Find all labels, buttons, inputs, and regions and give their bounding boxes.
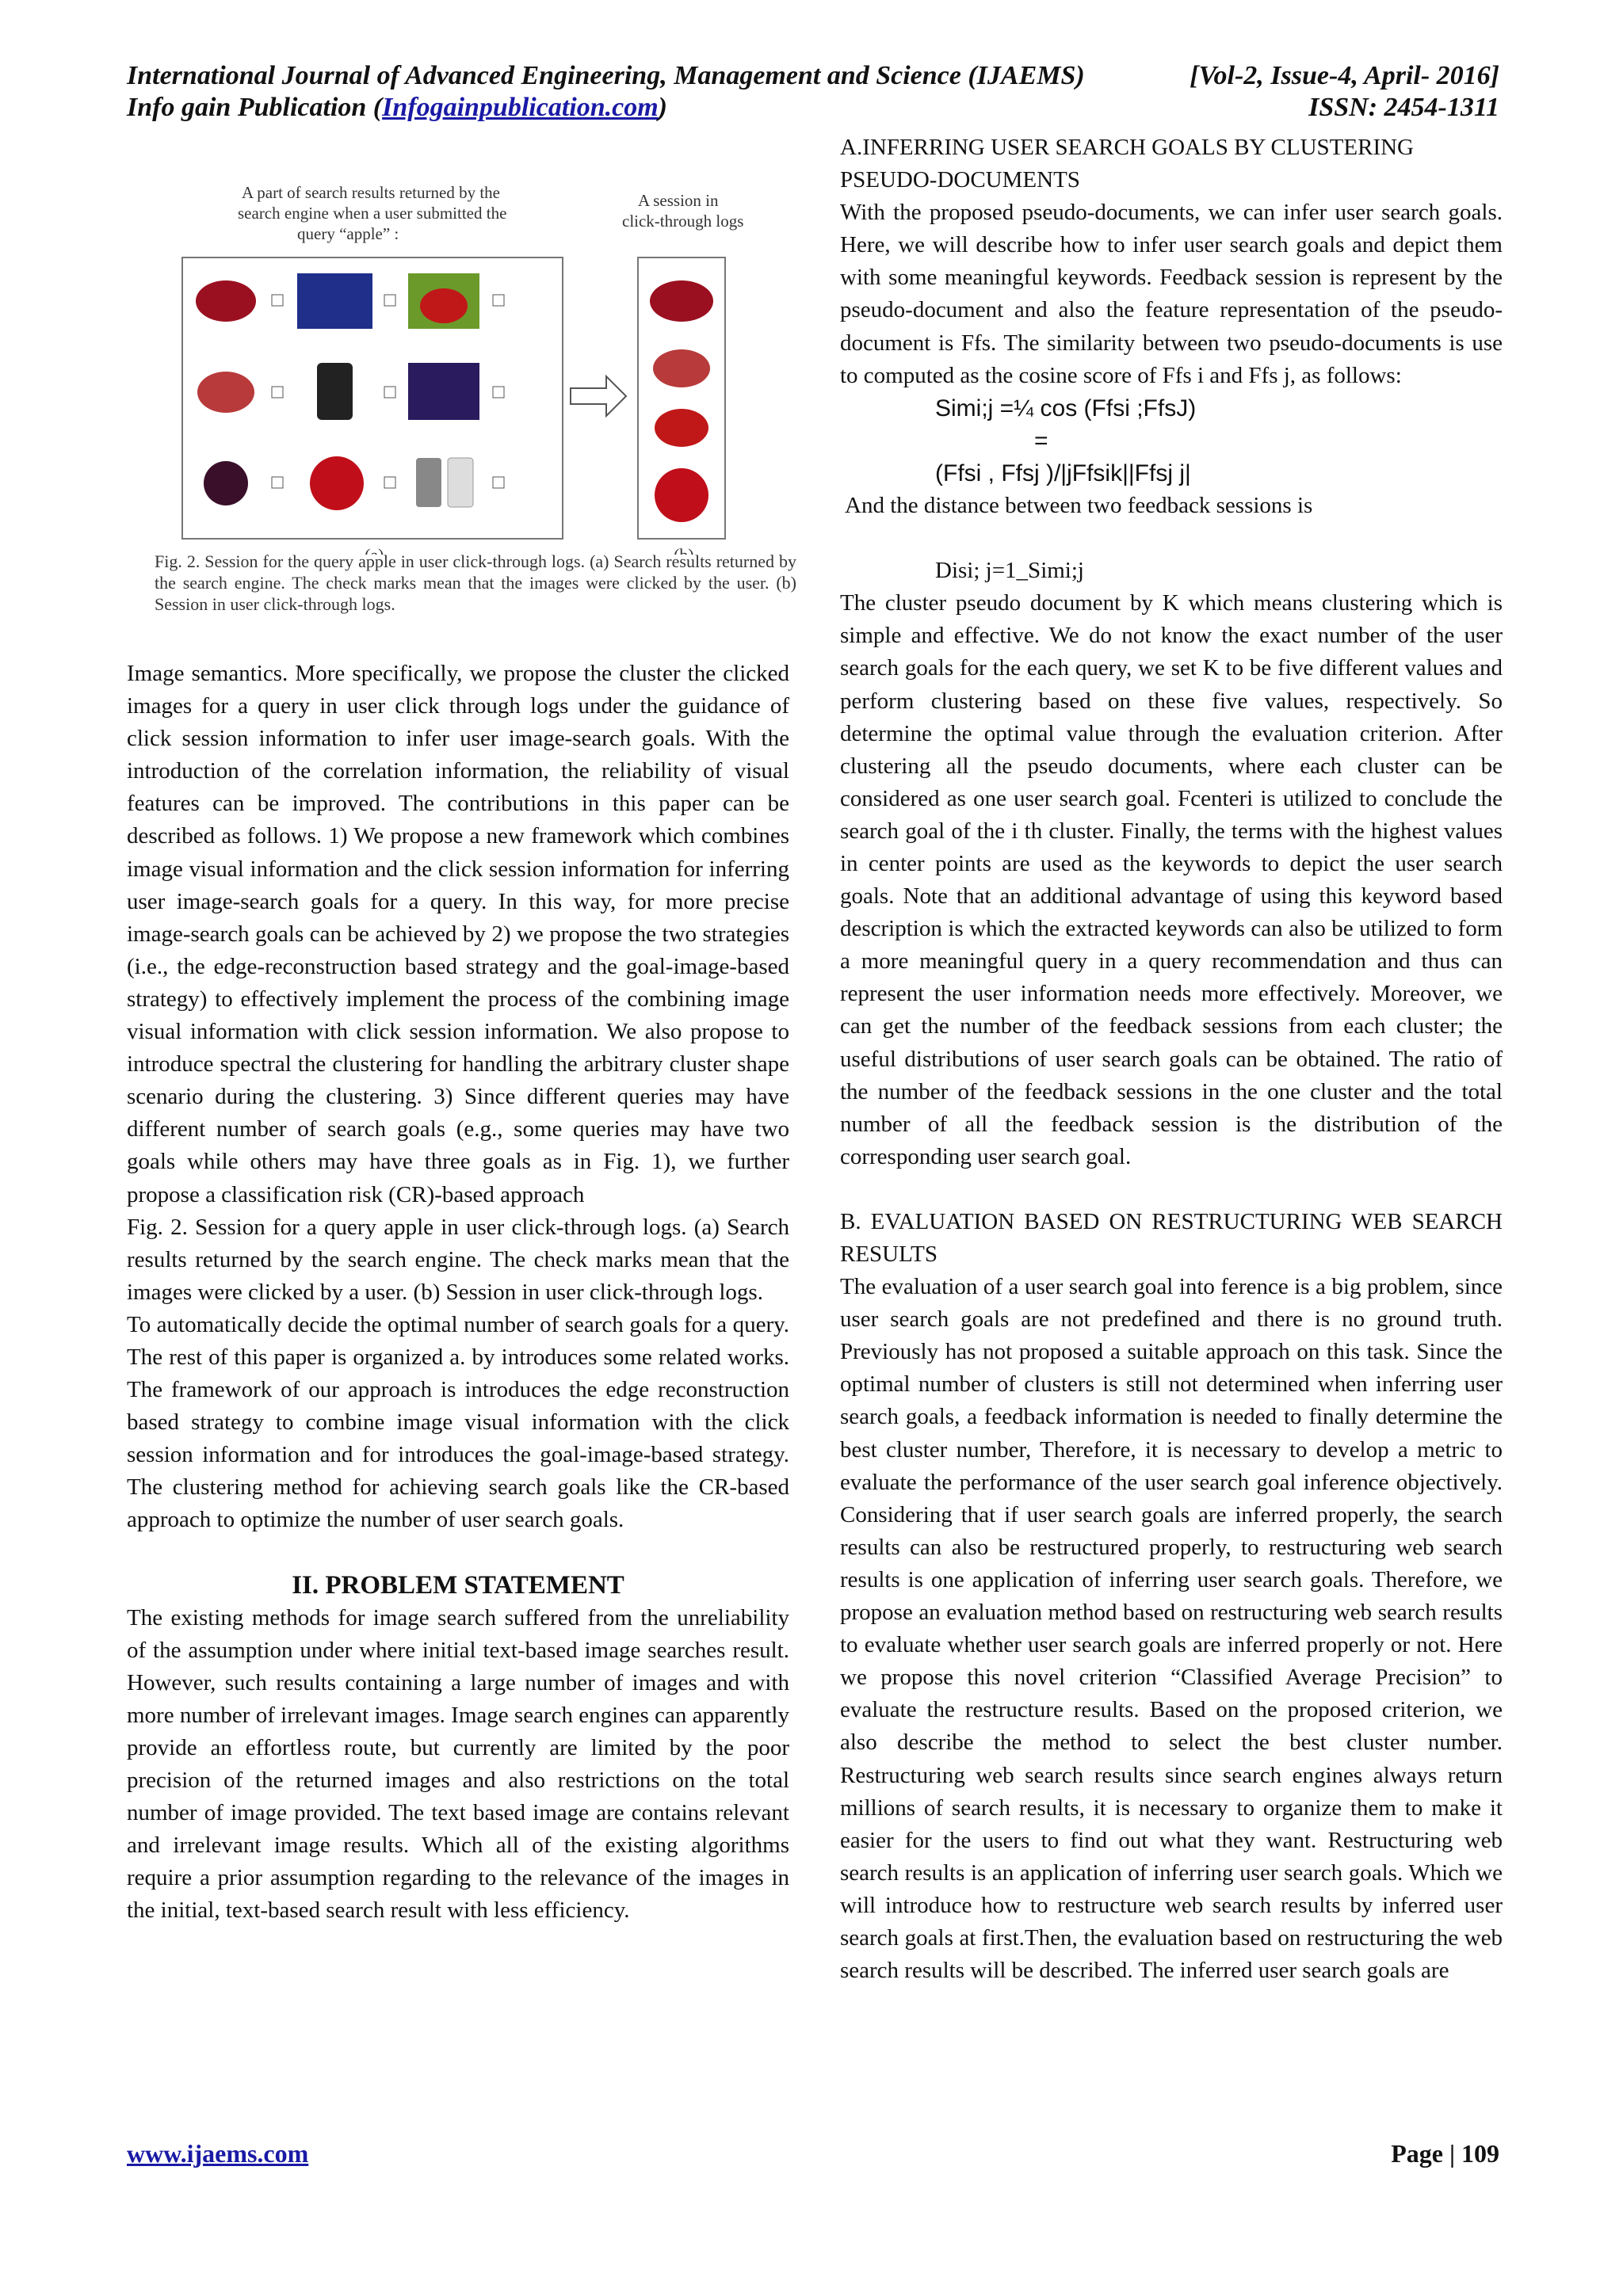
paragraph: Fig. 2. Session for a query apple in user click-through logs. (a) Search results returned by the search engine. The check marks mean that the images were clicked by a user. (b) Session in user click-through logs. — [127, 1214, 789, 1305]
logo-image — [297, 273, 372, 329]
volume-info: [Vol-2, Issue-4, April- 2016] — [1190, 61, 1499, 90]
checkbox-icon — [272, 295, 283, 306]
publisher-link[interactable]: Infogainpublication.com — [382, 93, 659, 122]
phone-image — [317, 363, 353, 420]
paragraph: To automatically decide the optimal number of search goals for a query. The rest of this paper is organized a. by introduces some related works. The framework of our approach is introduces the edge reconstruction based strategy to combine image visual information with the click session information and for introduces the goal-image-based strategy. The clustering method for achieving search goals like the CR-based approach to optimize the number of user search goals. — [127, 1311, 789, 1533]
page-footer — [127, 2139, 1499, 2168]
checkbox-icon — [493, 387, 504, 398]
paragraph: Image semantics. More specifically, we propose the cluster the clicked images for a query in user click through logs under the guidance of click session information to infer user image-search goals. With the introduction of the correlation information, the reliability of visual features can be improved. The contributions in this paper can be described as follows. 1) We propose a new framework which combines image visual information and the click session information for inferring user image-search goals for a query. In this way, for more precise image-search goals can be achieved by 2) we propose the two strategies (i.e., the edge-reconstruction based strategy and the goal-image-based strategy) to effectively implement the process of the combining image visual information with click session information. We also propose to introduce spectral the clustering for handling the arbitrary cluster shape scenario during the clustering. 3) Since different queries may have different number of search goals (e.g., some queries may have two goals while others may have three goals as in Fig. 1), we further propose a classification risk (CR)-based approach — [127, 661, 789, 1207]
figure-label-left: A part of search results returned by the search engine when a user submitted the query “apple” : — [238, 183, 507, 243]
apple-image — [653, 349, 710, 387]
checkbox-icon — [493, 295, 504, 306]
figure-2 — [127, 158, 792, 618]
right-column — [840, 132, 1503, 1987]
abstract-image — [204, 461, 248, 505]
apple-image — [655, 409, 708, 447]
paragraph: With the proposed pseudo-documents, we can infer user search goals. Here, we will describe how to infer user search goals and depict them with some meaningful keywords. Feedback session is represent by the pseudo-document and also the feature representation of the pseudo-document is Ffs. The similarity between two pseudo-documents is use to computed as the cosine score of Ffs i and Ffs j, as follows: — [840, 200, 1503, 388]
equation: Disi; j=1_Simi;j — [935, 558, 1084, 584]
checkbox-icon — [384, 477, 395, 488]
arrow-icon — [571, 376, 626, 416]
phone-image — [416, 458, 441, 507]
checkbox-icon — [384, 295, 395, 306]
running-header — [127, 60, 1499, 92]
apple-image — [650, 280, 713, 322]
equation: = — [1034, 427, 1048, 454]
paragraph: The existing methods for image search suffered from the unreliability of the assumption under where initial text-based image searches result. However, such results containing a large number of images and with more number of irrelevant images. Image search engines can apparently provide an effortless route, but currently are limited by the poor precision of the returned images and also restrictions on the total number of image provided. The text based image are contains relevant and irrelevant image results. Which all of the existing algorithms require a prior assumption regarding to the relevance of the images in the initial, text-based search result with less efficiency. — [127, 1604, 789, 1924]
publisher-line — [127, 92, 1499, 124]
left-column — [127, 658, 789, 1928]
checkbox-icon — [272, 477, 283, 488]
apple-image — [196, 280, 256, 322]
publisher: Info gain Publication (Infogainpublication.com) — [127, 93, 667, 122]
journal-title: International Journal of Advanced Engineering, Management and Science (IJAEMS) — [127, 61, 1085, 90]
phone-image — [448, 458, 473, 507]
subsection-heading: A.INFERRING USER SEARCH GOALS BY CLUSTERING PSEUDO-DOCUMENTS — [840, 135, 1414, 193]
paragraph: And the distance between two feedback sessions is — [845, 493, 1313, 519]
apple-image — [310, 456, 364, 510]
checkbox-icon — [493, 477, 504, 488]
issn: ISSN: 2454-1311 — [1308, 93, 1499, 122]
checkbox-icon — [384, 387, 395, 398]
apple-image — [655, 468, 708, 522]
logo-image — [408, 363, 479, 420]
paragraph: The evaluation of a user search goal into ference is a big problem, since user search goals are not predefined and there is no ground truth. Previously has not proposed a suitable approach on this task. Since the optimal number of clusters is still not determined when inferring user search goals, a feedback information is needed to finally determine the best cluster number, Therefore, it is necessary to develop a metric to evaluate the performance of the user search goal inference objectively. Considering that if user search goals are inferred properly, the search results can also be restructured properly, to restructuring web search results is one application of inferring user search goals. Therefore, we propose an evaluation method based on restructuring web search results to evaluate whether user search goals are inferred properly or not. Here we propose this novel criterion “Classified Average Precision” to evaluate the restructure results. Based on the proposed criterion, we also describe the method to select the best cluster number. Restructuring web search results since search engines always return millions of search results, it is necessary to organize them to make it easier for the users to find out what they want. Restructuring web search results is an application of inferring user search goals. Which we will introduce how to restructure web search results by inferred user search goals at first.Then, the evaluation based on restructuring the web search results will be described. The inferred user search goals are — [840, 1274, 1503, 1984]
checkbox-icon — [272, 387, 283, 398]
page-number: Page | 109 — [1391, 2139, 1499, 2168]
section-heading: II. PROBLEM STATEMENT — [292, 1570, 624, 1600]
subsection-heading: B. EVALUATION BASED ON RESTRUCTURING WEB SEARCH RESULTS — [840, 1208, 1503, 1267]
figure-2-image — [127, 158, 792, 555]
figure-caption: Fig. 2. Session for the query apple in user click-through logs. (a) Search results returned by the search engine. The check marks mean that the images were clicked by the user. (b) Session in user click-through logs. — [155, 551, 796, 614]
paragraph: The cluster pseudo document by K which means clustering which is simple and effective. We do not know the exact number of the user search goals for the each query, we set K to be five different values and perform clustering based on these five values, respectively. So determine the optimal value through the evaluation criterion. After clustering all the pseudo documents, where each cluster can be considered as one user search goal. Fcenteri is utilized to conclude the search goal of the i th cluster. Finally, the terms with the highest values in center points are used as the keywords to depict the user search goals. Note that an additional advantage of using this keyword based description is which the extracted keywords can also be utilized to form a more meaningful query in a query recommendation and thus can represent the user information needs more effectively. Moreover, we can get the number of the feedback sessions from each cluster; the useful distributions of user search goals can be obtained. The ratio of the number of the feedback sessions in the one cluster and the total number of all the feedback session is the distribution of the corresponding user search goal. — [840, 590, 1503, 1169]
equation: Simi;j =¼ cos (Ffsi ;FfsJ) — [935, 395, 1197, 421]
equation: (Ffsi , Ffsj )/|jFfsik||Ffsj j| — [935, 460, 1191, 486]
apple-image — [420, 288, 468, 323]
figure-label-right: A session in click-through logs — [622, 191, 744, 231]
footer-url-link[interactable]: www.ijaems.com — [127, 2139, 309, 2168]
apple-image — [197, 372, 254, 413]
